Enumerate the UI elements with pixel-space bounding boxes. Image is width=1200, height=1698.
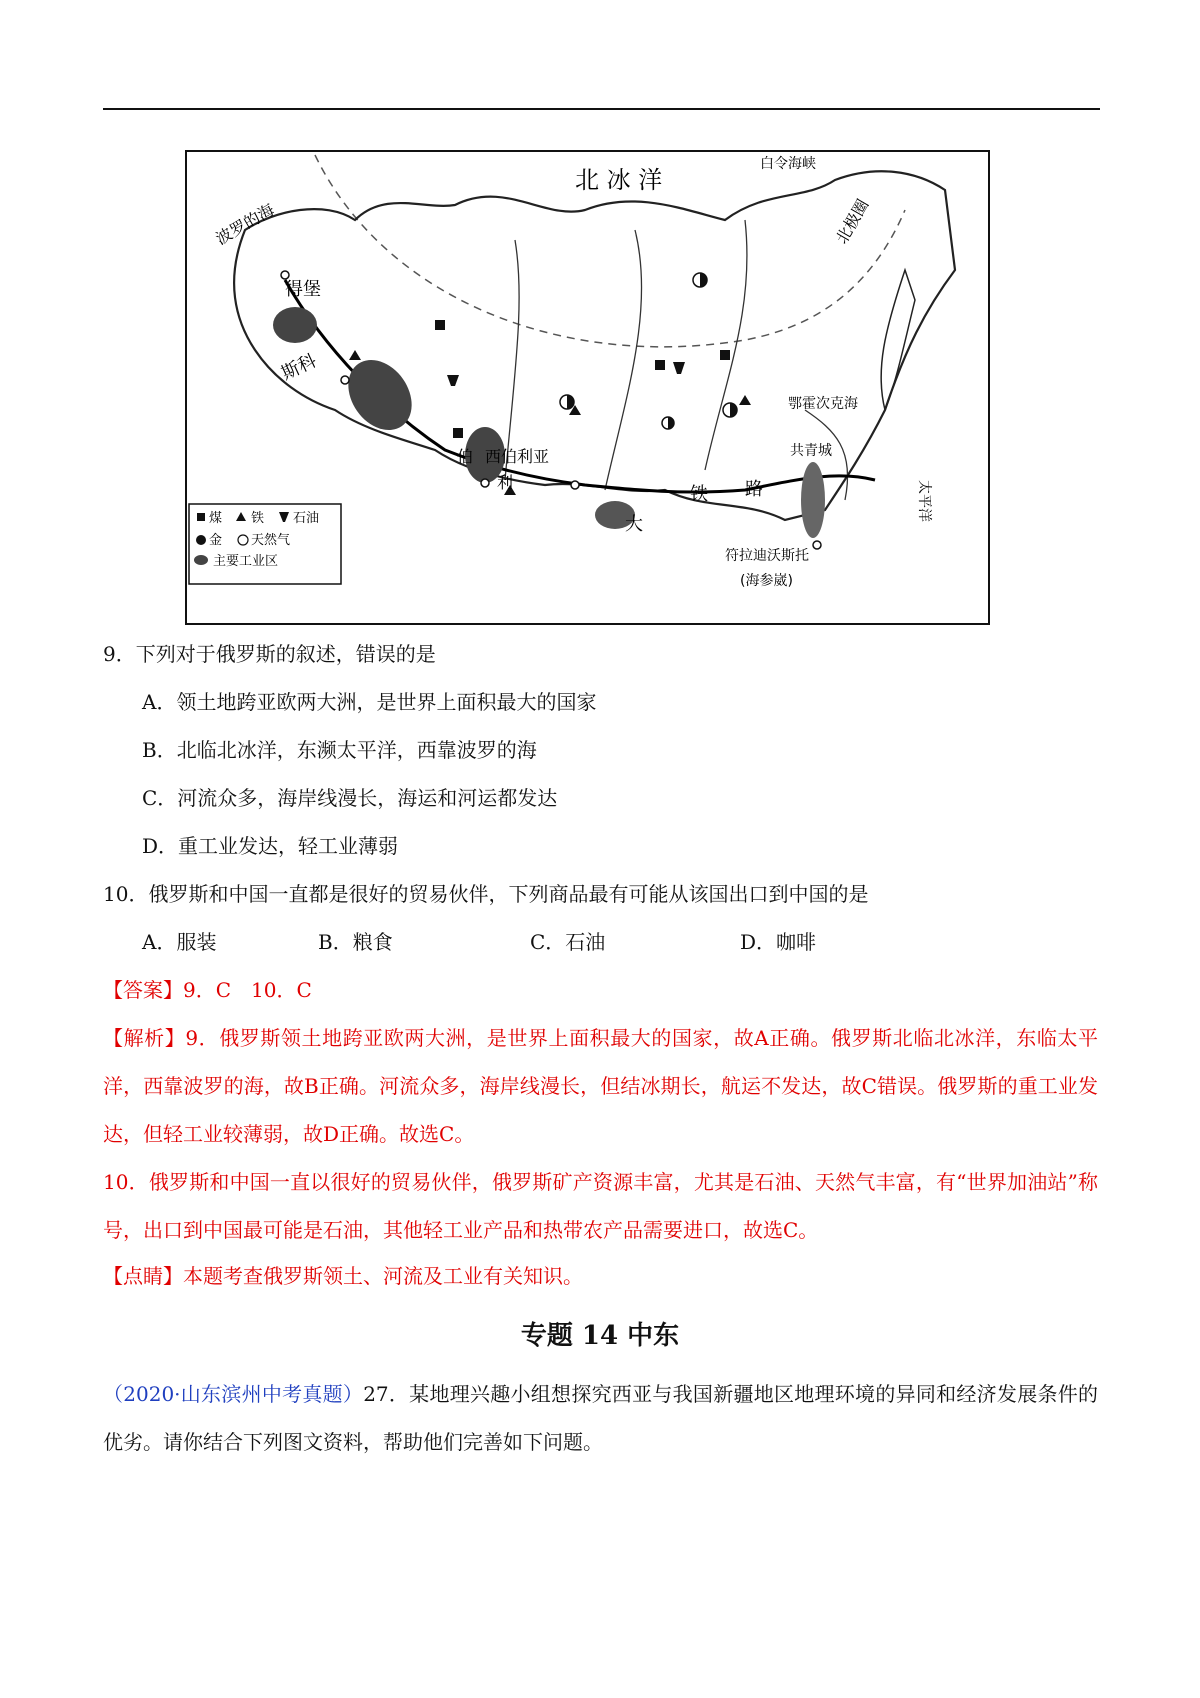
label-pacific: 太平洋 [916,480,932,522]
label-bo: 伯 [457,447,474,466]
label-vladivostok-alias: (海参崴) [740,573,793,589]
q9-stem: 9．下列对于俄罗斯的叙述，错误的是 [103,642,436,666]
q27-text: 27．某地理兴趣小组想探究西亚与我国新疆地区地理环境的异同和经济发展条件的优劣。请你结合下列图文资料，帮助他们完善如下问题。 [103,1382,1098,1454]
analysis-q10: 10．俄罗斯和中国一直以很好的贸易伙伴，俄罗斯矿产资源丰富，尤其是石油、天然气丰富，有“世界加油站”称号，出口到中国最可能是石油，其他轻工业产品和热带农产品需要进口，故选C。 [103,1170,1098,1242]
answer-label: 【答案】 [103,978,183,1002]
gold-icon [196,535,206,545]
q10-stem: 10．俄罗斯和中国一直都是很好的贸易伙伴，下列商品最有可能从该国出口到中国的是 [103,882,869,906]
label-moscow: 斯科 [278,350,320,385]
analysis-q9-text: 9．俄罗斯领土地跨亚欧两大洲，是世界上面积最大的国家，故A正确。俄罗斯北临北冰洋，东临太平洋，西靠波罗的海，故B正确。河流众多，海岸线漫长，但结冰期长，航运不发达，故C错误。俄罗斯的重工业发达，但轻工业较薄弱，故D正确。故选C。 [103,1026,1099,1146]
russia-resource-map [185,150,990,625]
label-gongqing: 共青城 [790,443,832,459]
legend-iron: 铁 [251,511,265,526]
legend-coal: 煤 [209,511,223,526]
label-west-siberia: 西伯利亚 [485,447,550,466]
analysis-q9 [103,1014,1098,1158]
answer-line [103,976,312,1004]
q9-option-d: D．重工业发达，轻工业薄弱 [142,834,399,858]
section-title: 专题 14 中东 [520,1321,680,1351]
industry-area-icon [194,555,208,565]
label-arctic-ocean: 北 冰 洋 [575,166,663,194]
q9-option-b: B．北临北冰洋，东濒太平洋，西靠波罗的海 [142,738,537,762]
legend-industry: 主要工业区 [213,554,279,569]
q10-option-c: C．石油 [530,930,606,954]
legend-oil: 石油 [293,511,320,526]
label-petersburg: 得堡 [285,279,321,300]
label-arctic-circle: 北极圈 [832,195,873,247]
q9-option-a: A．领土地跨亚欧两大洲，是世界上面积最大的国家 [142,690,597,714]
legend-gas: 天然气 [251,533,291,548]
q10-option-b: B．粮食 [318,930,393,954]
label-da: 大 [625,514,643,535]
label-baltic-sea: 波罗的海 [212,200,278,249]
answer-text: 9．C 10．C [183,978,312,1002]
point-line [103,1262,583,1290]
analysis-label: 【解析】 [103,1026,186,1050]
q27-source: （2020·山东滨州中考真题） [103,1382,364,1406]
coal-icon [197,513,205,521]
q9-option-c: C．河流众多，海岸线漫长，海运和河运都发达 [142,786,558,810]
point-label: 【点睛】 [103,1264,183,1288]
label-rail-2: 路 [745,479,763,500]
q27-intro [103,1370,1098,1466]
q10-option-a: A．服装 [142,930,217,954]
point-text: 本题考查俄罗斯领土、河流及工业有关知识。 [183,1264,583,1288]
label-okhotsk: 鄂霍次克海 [788,396,858,412]
label-rail-1: 铁 [690,484,708,505]
label-bering-strait: 白令海峡 [760,156,816,172]
label-vladivostok: 符拉迪沃斯托 [725,548,809,564]
header-rule [103,108,1100,110]
gas-icon [238,535,248,545]
label-li: 利 [497,473,514,492]
legend-gold: 金 [209,533,223,548]
q10-option-d: D．咖啡 [740,930,817,954]
